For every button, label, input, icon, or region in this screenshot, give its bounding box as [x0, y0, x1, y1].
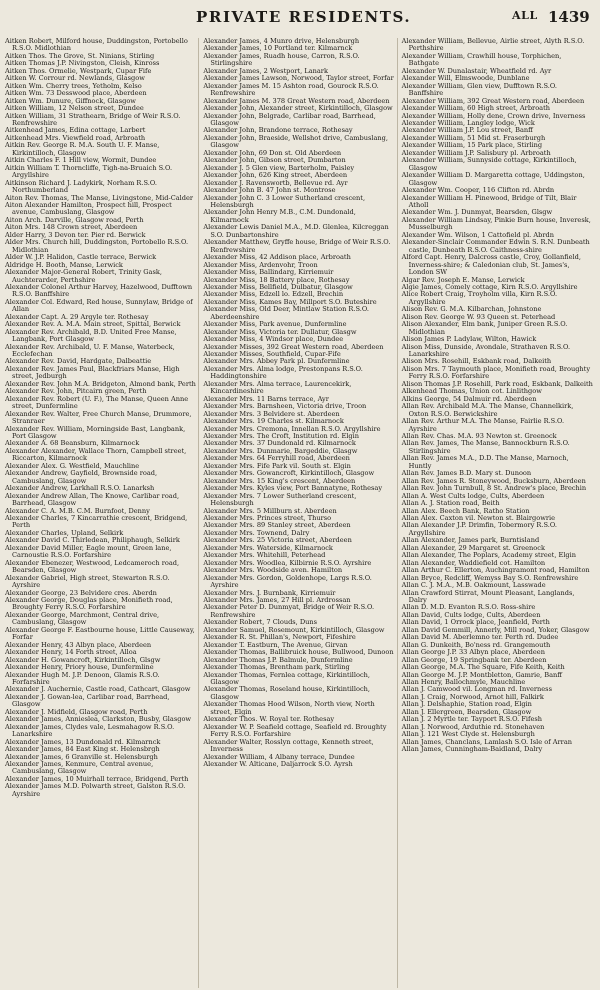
directory-entry: Alexander John C. 3 Lower Sutherland crescent, Helensburgh	[203, 193, 366, 209]
directory-entry: Alexander Miss, 4 Windsor place, Dundee	[203, 335, 344, 344]
directory-entry: Allan J. Delshaphie, Station road, Elgin	[401, 700, 532, 709]
directory-entry: Alexander Rev. Walter, Free Church Manse, Drummore, Stranraer	[5, 409, 192, 426]
directory-entry: Allan Alex. Caxton vil. Newton st. Blairgowrie	[401, 514, 556, 522]
directory-entry: Alexander Will, Elmswoode, Dunblane	[401, 74, 530, 83]
directory-entry: Allan David M. Aberlemno ter. Perth rd. Dudee	[401, 633, 559, 642]
directory-entry: Alexander Miss, Ballindarg, Kirriemuir	[203, 268, 334, 277]
directory-entry: Allan Rev. Arthur M.A. The Manse, Fairlie R.S.O. Ayrshire	[401, 417, 565, 433]
directory-entry: Alexander James, Annieslea, Clarkston, Busby, Glasgow	[5, 715, 192, 724]
directory-entry: Alexander Wm. J. Dunmyat, Bearsden, Glsgw	[401, 208, 553, 217]
directory-entry: Aiton Arch. Darville, Glasgow road, Perth	[5, 215, 144, 224]
page-header	[0, 0, 600, 30]
directory-entry: Alexander C. A. M.B. C.M. Burnfoot, Denny	[5, 506, 150, 515]
directory-entry: Alexander J. Ravenswortb, Bellevue rd. Ayr	[203, 178, 348, 187]
directory-entry: Allan J. Ellergreen, Bearsden, Glasgow	[401, 707, 532, 716]
directory-entry: Aitken William, 31 Strathearn, Bridge of Weir R.S.O. Renfrewshire	[5, 111, 181, 127]
directory-entry: Alexander Mrs. 3 Belvidere st. Aberdeen	[203, 409, 340, 418]
directory-entry: Aitken Thos. The Grove, St. Ninians, Stirling	[5, 51, 155, 60]
directory-entry: Alexander John Henry M.B., C.M. Dundonald, Kilmarnock	[203, 208, 356, 224]
directory-entry: Alexander J. Auchernie, Castle road, Cathcart, Glasgow	[5, 685, 191, 694]
directory-entry: Alexander Rev. William, Morningside Bast, Langbank, Port Glasgow	[5, 424, 186, 441]
directory-entry: Aldridge H. Booth, Manse, Lerwick	[5, 260, 123, 269]
directory-entry: Alexander John, Gibson street, Dumbarton	[203, 156, 346, 165]
directory-entry: Alexander William, 392 Great Western road, Aberdeen	[401, 96, 585, 105]
directory-entry: Allan A. West Cults lodge, Cults, Aberdeen	[401, 491, 545, 500]
directory-entry: Allan Arthur C. Ellerton, Auchingramont road, Hamilton	[401, 566, 590, 575]
directory-entry: Alison Mrs. 7 Taymouth place, Monifieth road, Broughty Ferry R.S.O. Forfarshire	[401, 364, 591, 381]
directory-entry: Alison Rev. George W. 93 Queen st. Peterhead	[401, 312, 556, 321]
directory-entry: Allan Alex. Beech Bank, Ratho Station	[401, 506, 530, 515]
directory-entry: Allan Alexander, James park, Burntisland	[401, 536, 540, 545]
directory-entry: Alexander Rev. Archibald, U. F. Manse, Waterbeck, Ecclefechan	[5, 342, 175, 359]
directory-entry: Alexander Colonel Arthur Harvey, Hazelwood, Dufftown R.S.O. Banffshire	[5, 282, 193, 299]
directory-entry: Alexander Peter D. Dunmyat, Bridge of Weir R.S.O. Renfrewshire	[203, 603, 375, 619]
directory-entry: Allan George, 19 Springbank ter. Aberdeen	[401, 655, 547, 664]
directory-entry: Aitkinson Richard J. Ladykirk, Norham R.S.O. Northumberland	[5, 178, 157, 195]
directory-entry: Alexander Mrs. Whitehill, Peterhead	[203, 551, 326, 560]
directory-entry: Alexander Thomas J.P. Balmule, Dunfermline	[203, 655, 353, 664]
directory-entry: Alexander William J.P. Lou street, Banff	[401, 126, 533, 135]
directory-entry: Alexander Mrs. 19 Charles st. Kilmarnock	[203, 417, 344, 426]
directory-entry: Alexander Rev. Robert (U. F.), The Manse, Queen Anne street, Dunfermline	[5, 394, 189, 411]
directory-entry: Alexander Henry, 14 Forth street, Alloa	[5, 648, 137, 657]
directory-entry: Alexander Walter, Rosslyn cottage, Kenneth street, Inverness	[203, 737, 374, 754]
directory-entry: Alexander W. Dunalastair, Wheatfield rd. Ayr	[401, 66, 552, 75]
directory-entry: Alexander Mrs. Woodlea, Kilbirnie R.S.O. Ayrshire	[203, 558, 372, 567]
directory-entry: Alexander Miss, Edzell lo. Edzell, Brechin	[203, 290, 344, 299]
directory-entry: Alexander Andrew Allan, The Knowe, Carlibar road, Barrhead, Glasgow	[5, 491, 180, 508]
directory-entry: Alexander Thomas, Roseland house, Kirkintilloch, Glasgow	[203, 685, 371, 701]
directory-entry: Alder Harry, 3 Devon ter. Pier rd. Berwick	[5, 230, 146, 239]
directory-entry: Alexander Mrs. Gordon, Goldenhope, Largs R.S.O. Ayrshire	[203, 573, 372, 590]
directory-entry: Alkins George, 54 Dalmuir rd. Aberdeen	[401, 394, 537, 403]
directory-entry: Alexander John, Braeside, Wellshot drive, Cambuslang, Glasgow	[203, 133, 388, 150]
directory-entry: Alexander Col. Edward, Red house, Sunnylaw, Bridge of Allan	[5, 297, 193, 314]
directory-columns	[5, 38, 595, 988]
directory-entry: Alexander Mrs. Alma terrace, Laurencekirk, Kincardineshire	[203, 379, 352, 396]
directory-entry: Alexander J. Midfield, Glasgow road, Perth	[5, 707, 148, 716]
directory-entry: Allan J. Camwood vil. Longman rd. Inverness	[401, 685, 552, 694]
directory-entry: Alexander T. Eastburn, The Avenue, Girvan	[203, 640, 348, 649]
directory-entry: Allan G. Dunkeith, Bo'ness rd. Grangemouth	[401, 640, 551, 649]
directory-entry: Allan James, Cunningham-Baidland, Dalry	[401, 745, 543, 754]
directory-entry: Alexander Mrs. Fife Park vil. South st. Elgin	[203, 461, 351, 470]
directory-entry: Alexander William, Langley lodge, Wick	[401, 118, 535, 127]
column-right	[398, 38, 595, 988]
directory-entry: Aitken Wm. Cherry trees, Yetholm, Kelso	[5, 81, 142, 90]
directory-entry: Algar Rev. Joseph E. Manse, Lerwick	[401, 275, 525, 284]
directory-entry: Alexander Rev. James Paul, Blackfriars Manse, High street, Jedburgh	[5, 364, 180, 381]
directory-entry: Alexander Thomas, Ballibruick house, Bullwood, Dunoon	[203, 648, 394, 657]
directory-entry: Alexander Rev. A. M.A. Main street, Spittal, Berwick	[5, 320, 181, 329]
directory-entry: Alexander Ebenezer, Westwood, Ledcameroch road, Bearsden, Glasgow	[5, 558, 180, 575]
directory-entry: Alexander Miss, Ardenvohr, Troon	[203, 260, 318, 269]
directory-entry: Aiton Rev. Thomas, The Manse, Livingstone, Mid-Calder	[5, 193, 194, 202]
directory-entry: Alexander Andrew, Larkhall R.S.O. Lanarksh	[5, 484, 155, 493]
directory-entry: Alexander George, Marchmont, Central drive, Cambuslang, Glasgow	[5, 610, 160, 627]
directory-entry: Aitken Robert, Milford house, Duddingston, Portobello R.S.O. Midlothian	[5, 38, 188, 53]
directory-entry: Alexander Thos. W. Royal ter. Rothesay	[203, 715, 335, 724]
directory-entry: Alison Thomas J.P. Rosehill, Park road, Eskbank, Dalkeith	[401, 379, 593, 388]
column-left	[5, 38, 199, 988]
directory-entry: Alexander Rev. Archibald, B.D. United Free Manse, Langbank, Port Glasgow	[5, 327, 177, 344]
directory-entry: Alexander James, Ruadh house, Carron, R.S.O. Stirlingshire	[203, 51, 360, 68]
directory-entry: Aitken Wm. Dunure, Giffnock, Glasgow	[5, 96, 136, 105]
directory-entry: Alexander William, Bellevue, Airlie street, Alyth R.S.O. Perthshire	[401, 38, 585, 53]
directory-entry: Alexander W. Alticane, Daljarrock S.O. Ayrsh	[203, 759, 353, 768]
directory-entry: Alexander William J.P. Salisbury pl. Arbroath	[401, 148, 551, 157]
directory-entry: Allan George M. J.P. Montbletton, Gamrie, Banff	[401, 670, 562, 679]
directory-entry: Alison James P. Ladylaw, Wilton, Hawick	[401, 335, 537, 344]
directory-entry: Alexander William, 4 Albany terrace, Dundee	[203, 752, 355, 761]
directory-entry: Alexander Mrs. Alma lodge, Prestonpans R.S.O. Haddingtonshire	[203, 364, 363, 381]
directory-entry: Aitkin William T. Thorncliffe, Tigh-na-Bruaich S.O. Argyllshire	[5, 163, 173, 180]
directory-entry: Alexander William, Holly dene, Crown drive, Inverness	[401, 111, 586, 120]
directory-entry: Alexander Mrs. Gowancroft, Kirkintilloch, Glasgow	[203, 469, 375, 478]
directory-entry: Alexander James Lawson, Norwood, Taylor street, Forfar	[203, 74, 394, 83]
directory-entry: Alexander William, Crawhill house, Torphichen, Bathgate	[401, 51, 562, 68]
directory-entry: Alexander Mrs. Woodside aven. Hamilton	[203, 566, 343, 575]
directory-entry: Allan Rev. James R. Stoneywood, Bucksburn, Aberdeen	[401, 476, 586, 485]
directory-entry: Alexander James, 13 Dundonald rd. Kilmarnck	[5, 737, 161, 746]
directory-entry: Allan Rev. John Turnbull, 8 St. Andrew's place, Brechin	[401, 484, 587, 493]
directory-entry: Alexander Miss, 42 Addison place, Arbroath	[203, 253, 351, 262]
directory-entry: Allan J. 121 West Clyde st. Helensburgh	[401, 730, 535, 739]
directory-entry: Alexander J. 5 Glen view, Barterholm, Paisley	[203, 163, 355, 172]
directory-entry: Alexander James, 10 Muirhall terrace, Bridgend, Perth	[5, 774, 189, 783]
directory-entry: Aiton Alexander Hamilton, Prospect hill, Prospect avenue, Cambuslang, Glasgow	[5, 200, 172, 217]
directory-entry: Alexander Miss, Kames Bay, Millport S.O. Buteshire	[203, 297, 377, 306]
directory-entry: Alison Miss, Dunside, Avondale, Strathaven R.S.O. Lanarkshire	[401, 342, 571, 359]
directory-entry: Alexander John B. 47 John st. Montrose	[203, 186, 336, 195]
column-middle	[199, 38, 397, 988]
directory-entry: Alexander Alex. G. Westfield, Mauchline	[5, 461, 140, 470]
directory-entry: Alexander Mrs. 7 Lower Sutherland crescent, Helensburgh	[203, 491, 357, 508]
directory-entry: Alexander John, Belgrade, Carlibar road, Barrhead, Glasgow	[203, 111, 376, 127]
directory-entry: Alexander W. P. Seafield cottage, Seafield rd. Broughty Ferry R.S.O. Forfarshire	[203, 722, 387, 739]
directory-entry: Alexander William, 60 High street, Arbroath	[401, 104, 550, 113]
directory-entry: Alford Capt. Henry, Dalcross castle, Croy, Gollanfield, Inverness-shire; & Caledonian club, St. James's, London SW	[401, 253, 581, 277]
directory-entry: Alexander James M.D. Polwarth street, Galston R.S.O. Ayrshire	[5, 782, 186, 798]
directory-entry: Alexander Mrs. Dunmarie, Bargeddie, Glasgw	[203, 446, 358, 455]
directory-entry: Alexander Mrs. Abbey Park pl. Dunfermline	[203, 357, 350, 366]
directory-entry: Alexander Rev. John M.A. Bridgeton, Almond bank, Perth	[5, 379, 196, 388]
directory-entry: Allan C. J. M.A., M.B. Oakmount, Lasswade	[401, 581, 546, 590]
directory-entry: Alexander William, Sunnyside cottage, Kirkintilloch, Glasgow	[401, 156, 577, 172]
directory-entry: Alexander George, 23 Belvidere cres. Aberdn	[5, 588, 157, 597]
directory-entry: Allan Henry, Ballochmyle, Mauchline	[401, 677, 526, 686]
directory-entry: Alexander Mrs. Cremona, Innellan R.S.O. Argyllshire	[203, 424, 381, 433]
directory-entry: Alexander David C. Thirledean, Philiphaugh, Selkirk	[5, 536, 180, 545]
directory-entry: Alexander Hugh M. J.P. Denoon, Glamis R.S.O. Forfarshire	[5, 670, 160, 686]
directory-entry: Allan Rev. Chas. M.A. 93 Newton st. Greenock	[401, 432, 557, 441]
directory-entry: Allan D. M.D. Evanton R.S.O. Ross-shire	[401, 603, 536, 612]
directory-entry: Alice Robert Craig, Troyholm villa, Kirn R.S.O. Argyllshire	[401, 290, 558, 306]
page-number: 1439	[548, 8, 590, 26]
directory-entry: Allan J. Craig, Norwood, Arnot hill, Falkirk	[401, 692, 544, 701]
directory-entry: Alexander Charles, Upland, Selkirk	[5, 528, 124, 537]
directory-entry: Alexander William, 51 Mid st. Fraserburgh	[401, 133, 546, 142]
directory-entry: Alexander Mrs. 15 King's crescent, Aberdeen	[203, 476, 356, 485]
directory-entry: Alexander Alexander, Wallace Thorn, Campbell street, Riccarton, Kilmarnock	[5, 446, 187, 463]
directory-entry: Allan David, 1 Orrock place, Jeanfield, Perth	[401, 618, 550, 627]
directory-entry: Allan Alexander J.P. Drimfin, Tobermory R.S.O. Argyllshire	[401, 521, 557, 537]
directory-entry: Alexander James, Clydes vale, Lesmahagow R.S.O. Lanarkshire	[5, 722, 175, 739]
directory-entry: Alexander Miss, Old Deer, Mintlaw Station R.S.O. Aberdeenshire	[203, 305, 369, 321]
directory-entry: Alexander R. St. Phillan's, Newport, Fifeshire	[203, 633, 356, 642]
directory-entry: Allan J. 2 Myrtle ter. Tayport R.S.O. Fifesh	[401, 715, 543, 724]
directory-entry: Aitkenhead James, Edina cottage, Larbert	[5, 126, 146, 135]
directory-entry: Alexander Mrs. James, 27 Hill pl. Ardrossan	[203, 595, 351, 604]
directory-entry: Allan Bryce, Redcliff, Wemyss Bay S.O. Renfrewshire	[401, 573, 579, 582]
directory-entry: Algie James, Comely cottage, Kirn R.S.O. Argyllshire	[401, 282, 578, 291]
directory-entry: Alexander Charles, 7 Kincarrathie crescent, Bridgend, Perth	[5, 514, 188, 530]
directory-entry: Alder Mrs. Church hill, Duddingston, Portobello R.S.O. Midlothian	[5, 238, 189, 254]
directory-entry: Alexander Mrs. Kyles view, Port Bannatyne, Rothesay	[203, 484, 383, 493]
directory-entry: Alexander Rev. David, Hardgate, Dalbeattie	[5, 357, 152, 366]
directory-entry: Alexander Miss, 18 Battery place, Rothesay	[203, 275, 350, 284]
directory-entry: Aitken Wm. 73 Desswood place, Aberdeen	[5, 89, 147, 98]
directory-entry: Alexander Mrs. Barnsheen, Victoria drive, Troon	[203, 402, 367, 411]
directory-entry: Alexander William, Glen view, Dufftown R.S.O. Banffshire	[401, 81, 557, 98]
directory-entry: Alexander Mrs. Townend, Dalry	[203, 528, 310, 537]
directory-entry: Alexander Rev. John, Pitcairn green, Perth	[5, 387, 147, 396]
directory-entry: Alexander James, 84 East King st. Helensbrgh	[5, 745, 160, 754]
directory-entry: Alexander John, Brandone terrace, Rothesay	[203, 126, 353, 135]
directory-entry: Aitkenhead Mrs. Viewfield road, Arbroath	[5, 133, 146, 142]
directory-entry: Alexander James, 4 Munro drive, Helensburgh	[203, 38, 360, 45]
directory-entry: Alexander Andrew, Gayfield, Brownside road, Cambuslang, Glasgow	[5, 469, 158, 485]
directory-entry: Alkenhead Thomas, Union cot. Linlithgow	[401, 387, 542, 396]
directory-entry: Allan Rev. James M.A., D.D. The Manse, Marnoch, Huntly	[401, 454, 569, 470]
directory-entry: Alexander H. Gowancroft, Kirkintilloch, Glsgw	[5, 655, 161, 664]
directory-entry: Aiton Mrs. 148 Crown street, Aberdeen	[5, 223, 138, 232]
directory-entry: Allan Alexander, The Poplars, Academy street, Elgin	[401, 551, 577, 560]
directory-entry: Alexander Wm. Cooper, 116 Clifton rd. Abrdn	[401, 186, 555, 195]
directory-entry: Allan David Gemmill, Annerly, Mill road, Yoker, Glasgow	[401, 625, 590, 634]
directory-entry: Alexander Gabriel, High street, Stewarton R.S.O. Ayrshire	[5, 573, 170, 590]
directory-entry: Allan Rev. Archibald M.A. The Manse, Channelkirk, Oxton R.S.O. Berwickshire	[401, 402, 574, 418]
directory-entry: Alexander James M. 15 Ashton road, Gourock R.S.O. Renfrewshire	[203, 81, 379, 98]
directory-entry: Allan Alexander, 29 Margaret st. Greenock	[401, 543, 545, 552]
directory-entry: Allan J. Norwood, Arduthie rd. Stonehaven	[401, 722, 545, 731]
directory-entry: Alexander Mrs. The Croft, Institution rd. Elgin	[203, 432, 359, 441]
directory-entry: Alexander Miss, Victoria ter. Dullatur, Glasgw	[203, 327, 357, 336]
directory-entry: Alexander James, 2 Westport, Lanark	[203, 66, 328, 75]
directory-entry: Alexander Misses, Southfield, Cupar-Fife	[203, 350, 341, 359]
directory-entry: Alexander Mrs. Waterside, Kilmarnock	[203, 543, 333, 552]
directory-entry: Alexander James, 6 Granville st. Helensburgh	[5, 752, 158, 761]
directory-entry: Allan David, Cults lodge, Cults, Aberdeen	[401, 610, 541, 619]
directory-entry: Alexander Thomas, Brentham park, Stirling	[203, 663, 350, 672]
directory-entry: Allan James, Chanclans, Lamlash S.O. Isle of Arran	[401, 737, 573, 746]
directory-entry: Alexander Mrs. 25 Victoria street, Aberdeen	[203, 536, 352, 545]
directory-entry: Alexander Lewis Daniel M.A., M.D. Glenlea, Kilcreggan S.O. Dunbartonshire	[203, 223, 389, 239]
directory-entry: Aitken Thomas J.P. Nivingston, Cleish, Kinross	[5, 59, 160, 68]
running-head-word: ALL	[512, 9, 538, 22]
directory-entry: Alexander Robert, 7 Clouds, Duns	[203, 618, 318, 627]
directory-entry: Alexander Capt. A. 29 Argyle ter. Rothesay	[5, 312, 149, 321]
directory-entry: Alexander A. 68 Beansburn, Kilmarnock	[5, 439, 140, 448]
directory-entry: Alison Rev. G. M.A. Kilbarchan, Johnstone	[401, 305, 542, 314]
directory-entry: Alexander Matthew, Gryffe house, Bridge of Weir R.S.O. Renfrewshire	[203, 238, 391, 254]
directory-entry: Alexander Samuel, Rosemount, Kirkintilloch, Glasgow	[203, 625, 385, 634]
directory-entry: Alison Alexander, Elm bank, Juniper Green R.S.O. Midlothian	[401, 320, 568, 336]
directory-entry: Alexander Mrs. 37 Dundonald rd. Kilmarnock	[203, 439, 356, 448]
directory-entry: Alexander William H. Pinewood, Bridge of Tilt, Blair Atholl	[401, 193, 577, 209]
directory-entry: Alexander Miss, Park avenue, Dunfermline	[203, 320, 347, 329]
directory-entry: Alexander Mrs. 89 Stanley street, Aberdeen	[203, 521, 351, 530]
directory-entry: Alexander Misses, 392 Great Western road, Aberdeen	[203, 342, 384, 351]
directory-entry: Alexander Mrs. 5 Millburn st. Aberdeen	[203, 506, 337, 515]
directory-entry: Aitken Thos. Ormelie, Westpark, Cupar Fife	[5, 66, 152, 75]
directory-entry: Alexander Thomas, Fernlea cottage, Kirkintilloch, Glasgow	[203, 670, 371, 686]
directory-entry: Alexander William D. Margaretta cottage, Uddingston, Glasgow	[401, 171, 585, 187]
directory-entry: Alexander Wm. Wilson, 1 Cattofield pl. Abrdn	[401, 230, 554, 239]
directory-entry: Allan Alexander, Waddiefield cot. Hamilton	[401, 558, 546, 567]
directory-entry: Aitkin Charles F. 1 Hill view, Wormit, Dundee	[5, 156, 157, 165]
directory-entry: Alexander Mrs. 11 Barns terrace, Ayr	[203, 394, 329, 403]
directory-entry: Alexander John, 626 King street, Aberdeen	[203, 171, 348, 180]
directory-entry: Allan George J.P. 33 Albyn place, Aberdeen	[401, 648, 545, 657]
directory-entry: Alexander Mrs. J. Burnbank, Kirriemuir	[203, 588, 336, 597]
directory-entry: Allan Rev. James B.D. Mary st. Dunoon	[401, 469, 532, 478]
directory-entry: Alexander Major-General Robert, Trinity Gask, Auchterarder, Perthshire	[5, 268, 162, 284]
directory-entry: Allan Rev. James, The Manse, Bannockburn R.S.O. Stirlingshire	[401, 439, 570, 455]
directory-entry: Alexander-Sinclair Commander Edwin S. R.N. Dunbeath castle, Dunbeath R.S.O. Caithness-shire	[401, 238, 590, 254]
directory-entry: Alexander James, Kenmure, Central avenue, Cambuslang, Glasgow	[5, 759, 154, 776]
page-title: PRIVATE RESIDENTS.	[196, 8, 412, 26]
directory-entry: Alder W. J.P. Halidon, Castle terrace, Berwick	[5, 253, 157, 262]
directory-entry: Alexander Mrs. Princes street, Thurso	[203, 514, 332, 522]
directory-entry: Alexander Thomas Hood Wilson, North view, North street, Elgin	[203, 700, 375, 716]
directory-entry: Alexander John, Alexander street, Kirkintilloch, Glasgow	[203, 104, 393, 113]
directory-entry: Alexander William, 15 Park place, Stirling	[401, 141, 543, 150]
directory-entry: Alexander Henry, Priory house, Dunfermline	[5, 663, 154, 672]
directory-entry: Alexander J. Gowan-lea, Carlibar road, Barrhead, Glasgow	[5, 692, 170, 709]
directory-entry: Alexander James M. 378 Great Western road, Aberdeen	[203, 96, 390, 105]
directory-entry: Alexander George, Douglas place, Monifieth road, Broughty Ferry R.S.O. Forfarshire	[5, 595, 173, 612]
directory-entry: Aitkin Rev. George R. M.A. South U. F. Manse, Kirkintilloch, Glasgow	[5, 141, 160, 157]
directory-entry: Alexander Henry, 43 Albyn place, Aberdeen	[5, 640, 152, 649]
directory-entry: Alexander James, 10 Portland ter. Kilmarnck	[203, 44, 353, 53]
directory-entry: Alexander David Miller, Eagle mount, Green lane, Carnoustie R.S.O. Forfarshire	[5, 543, 172, 560]
directory-entry: Allan Crawford Stirrat, Mount Pleasant, Langlands, Dalry	[401, 588, 575, 604]
directory-entry: Alexander Mrs. 64 Ferryhill road, Aberdeen	[203, 454, 350, 463]
directory-entry: Alexander John, 69 Don st. Old Aberdeen	[203, 148, 342, 157]
directory-entry: Alexander William Lindsay, Pinkie Burn house, Inveresk, Musselburgh	[401, 215, 591, 232]
directory-entry: Alexander George F. Eastbourne house, Little Causeway, Forfar	[5, 625, 195, 642]
directory-entry: Alexander Miss, Bellfield, Dulbatur, Glasgow	[203, 282, 353, 291]
directory-entry: Aitken William, 12 Nelson street, Dundee	[5, 104, 144, 113]
directory-entry: Aitken W. Corrour rd. Newlands, Glasgow	[5, 74, 145, 83]
directory-entry: Alison Mrs. Rosehill, Eskbank road, Dalkeith	[401, 357, 552, 366]
directory-entry: Allan George, M.A. The Square, Fife Keith, Keith	[401, 663, 565, 672]
directory-entry: Allan A. J. Station road, Beith	[401, 499, 500, 508]
